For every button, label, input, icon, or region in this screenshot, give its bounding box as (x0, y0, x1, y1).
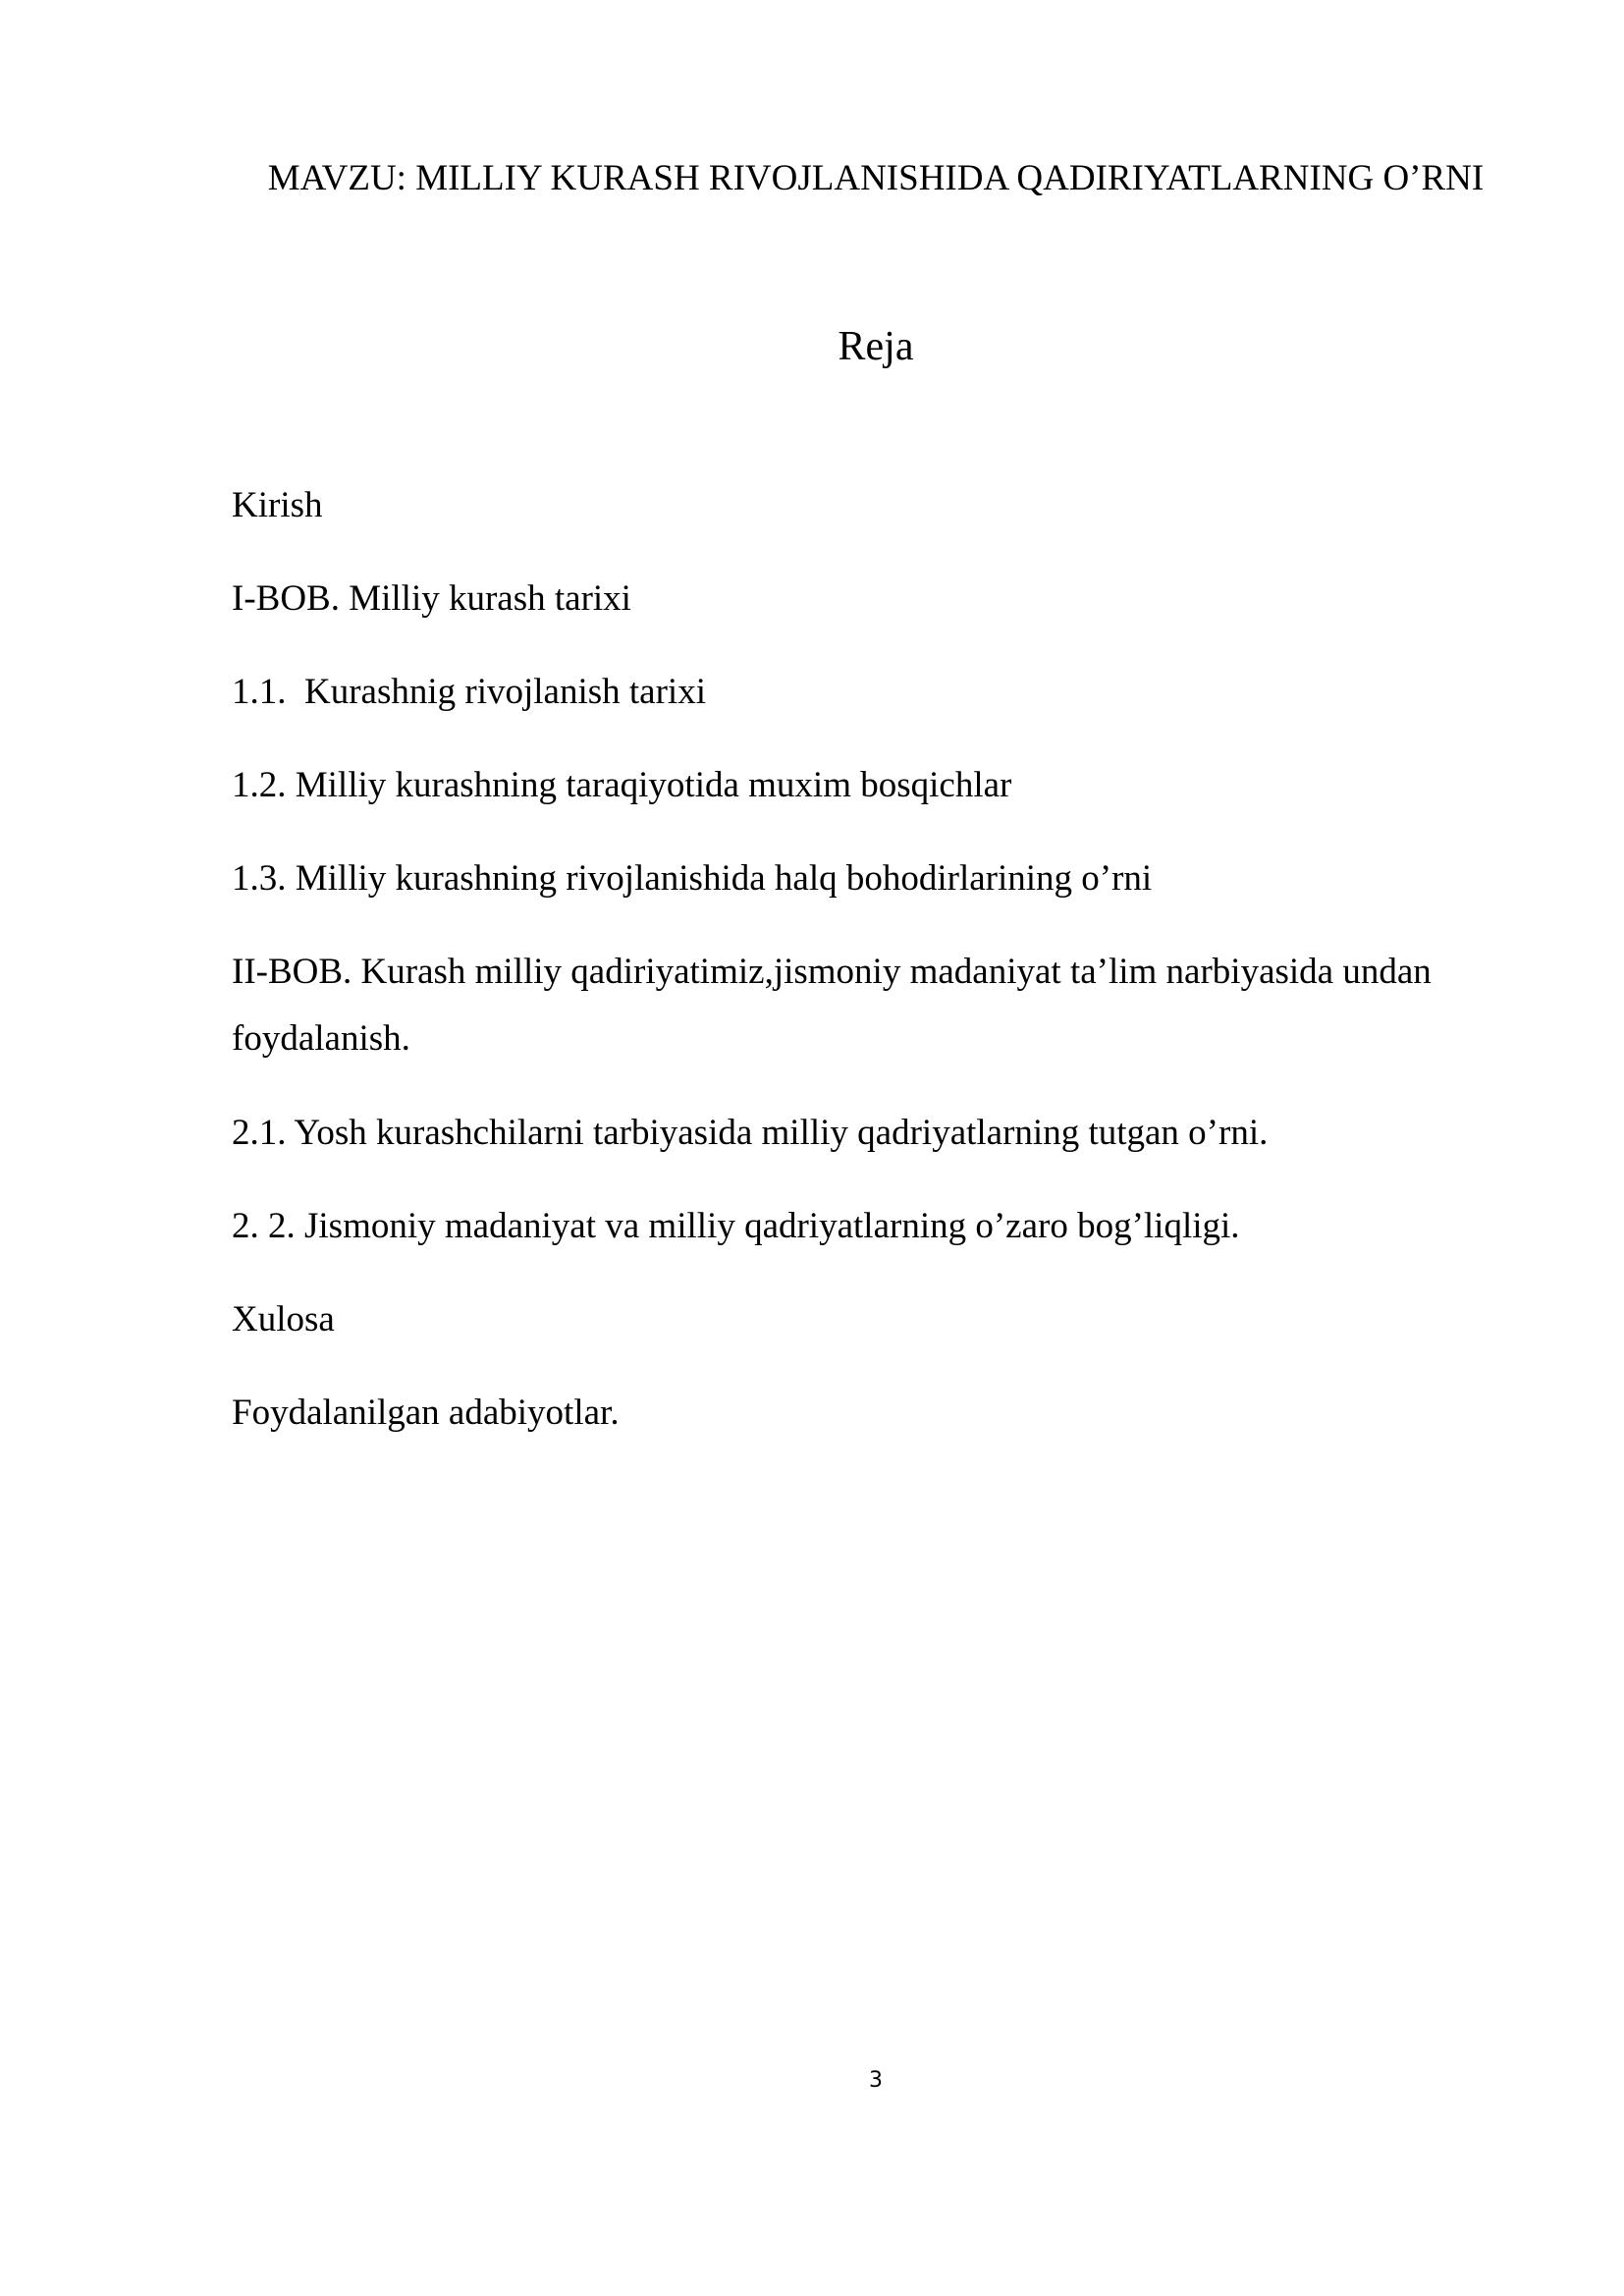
document-title: MAVZU: MILLIY KURASH RIVOJLANISHIDA QADIRIYATLARNING O’RNI (267, 158, 1485, 198)
toc-item-section-2-1: 2.1. Yosh kurashchilarni tarbiyasida milliy qadriyatlarning tutgan o’rni. (232, 1113, 1269, 1153)
toc-item-section-1-2: 1.2. Milliy kurashning taraqiyotida muxim bosqichlar (232, 765, 1012, 805)
toc-item-introduction: Kirish (232, 485, 323, 525)
toc-item-section-2-2: 2. 2. Jismoniy madaniyat va milliy qadriyatlarning o’zaro bog’liqligi. (232, 1206, 1240, 1246)
toc-item-section-1-1: 1.1. Kurashnig rivojlanish tarixi (232, 672, 706, 712)
toc-item-section-1-3: 1.3. Milliy kurashning rivojlanishida halq bohodirlarining o’rni (232, 858, 1153, 899)
page-number: 3 (869, 2068, 883, 2093)
plan-heading: Reja (838, 324, 914, 369)
toc-item-chapter-1: I-BOB. Milliy kurash tarixi (232, 578, 631, 619)
toc-item-chapter-2: II-BOB. Kurash milliy qadiriyatimiz,jismoniy madaniyat ta’lim narbiyasida undan foydalanish. (232, 952, 1441, 1059)
toc-item-references: Foydalanilgan adabiyotlar. (232, 1393, 620, 1433)
toc-item-conclusion: Xulosa (232, 1299, 335, 1339)
